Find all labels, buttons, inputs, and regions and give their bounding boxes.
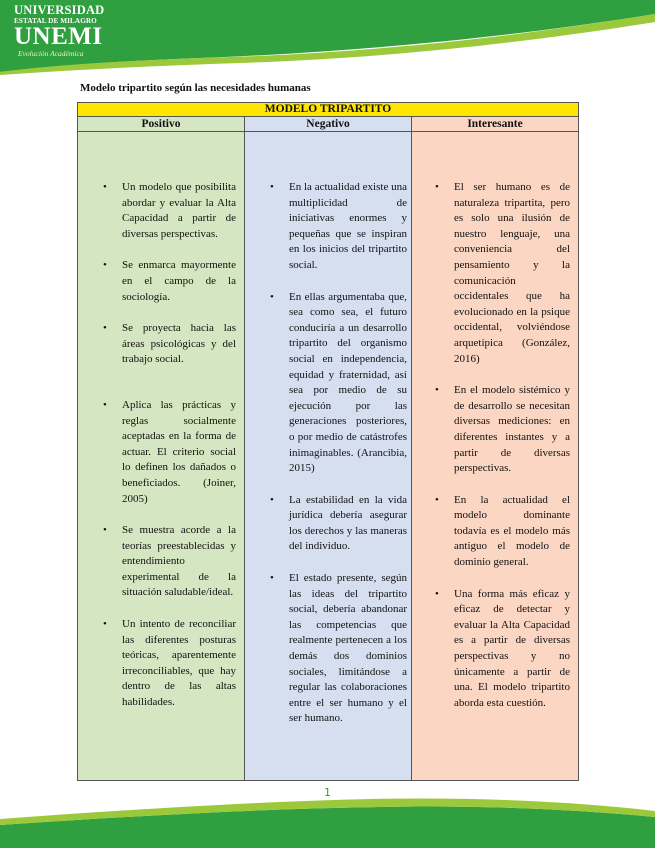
tripartite-table [77,102,579,781]
list-item: • En la actualidad existe una multiplicidad de iniciativas enormes y pequeñas que se inspiran en los inicios del tripartito social. [289,180,407,274]
list-item: • Aplica las prácticas y reglas socialmente aceptadas en la forma de actuar. El criterio social lo definen los dañados o beneficiados. (Joiner, 2005) [122,398,236,507]
logo-line-unemi: UNEMI [14,23,103,50]
list-item: • En la actualidad el modelo dominante todavía es el modelo más antiguo el modelo de dominio general. [454,493,570,571]
list-item: • En el modelo sistémico y de desarrollo se necesitan diversas mediciones: en diferentes instantes y a partir de diversas perspectivas. [454,383,570,477]
list-item: • Se enmarca mayormente en el campo de la sociología. [122,258,236,305]
list-item: • El ser humano es de naturaleza tripartita, pero es solo una ilusión de nuestro lenguaje, una conveniencia del pensamiento y la comunicación occidentales que ha evolucionado en la psique occidental, volviéndose arquetípica (González, 2016) [454,180,570,367]
document-title: Modelo tripartito según las necesidades humanas [80,82,311,94]
table-title: MODELO TRIPARTITO [78,103,579,117]
column-heading-negativo: Negativo [245,117,412,132]
list-item: • La estabilidad en la vida jurídica debería asegurar los derechos y las maneras del individuo. [289,493,407,555]
column-interesante [412,132,579,781]
list-item: • Se muestra acorde a la teorías preestablecidas y entendimiento experimental de la situación saludable/ideal. [122,523,236,601]
list-item: • Se proyecta hacia las áreas psicológicas y del trabajo social. [122,321,236,368]
footer-banner [0,773,655,848]
list-item: • El estado presente, según las ideas del tripartito social, debería abandonar las competencias que realmente pertenecen a los demás dos dominios sociales, limitándose a regular las colaboraciones entre el ser humano y el ser humano. [289,571,407,727]
list-item: • Un modelo que posibilita abordar y evaluar la Alta Capacidad a partir de diversas perspectivas. [122,180,236,242]
page-number: 1 [324,786,331,799]
column-heading-interesante: Interesante [412,117,579,132]
logo-line-estatal: ESTATAL DE MILAGRO [14,17,97,25]
column-negativo [245,132,412,781]
column-heading-positivo: Positivo [78,117,245,132]
list-item: • Un intento de reconciliar las diferentes posturas teóricas, aparentemente irreconciliables, que hay dentro de las altas habilidades. [122,617,236,711]
logo-line-universidad: UNIVERSIDAD [14,3,105,17]
logo-tagline: Evolución Académica [18,49,84,58]
university-logo [14,4,124,66]
list-item: • En ellas argumentaba que, sea como sea, el futuro conduciría a un desarrollo tripartito del organismo social en independencia, equidad y fraternidad, así sea por medio de su ejecución por las generaciones posteriores, o por medio de catástrofes inimaginables. (Arancibia, 2015) [289,290,407,477]
list-item: • Una forma más eficaz y eficaz de detectar y evaluar la Alta Capacidad es a partir de diversas perspectivas y no únicamente a partir de una. El modelo tripartito aborda esta cuestión. [454,587,570,712]
column-positivo [78,132,245,781]
